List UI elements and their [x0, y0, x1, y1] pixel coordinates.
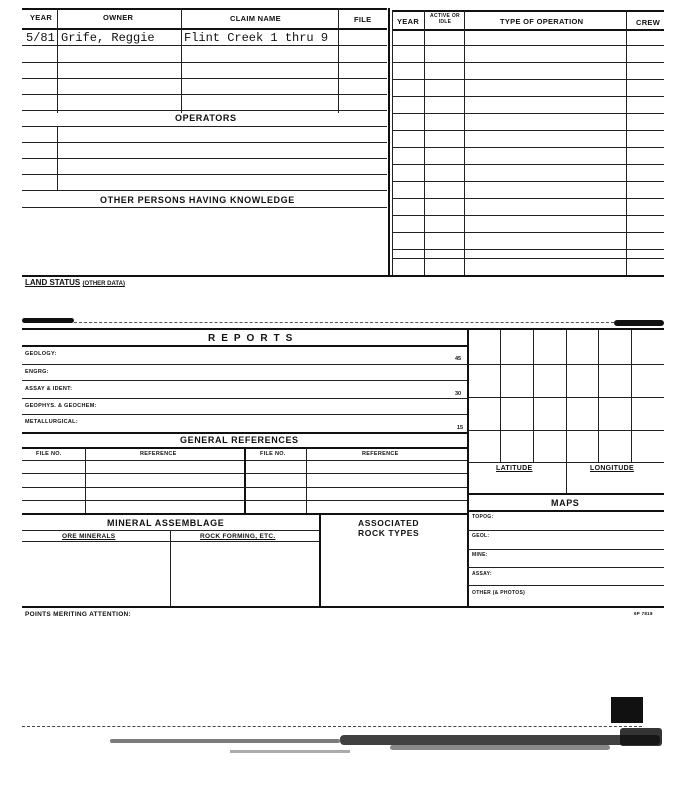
reports-title: REPORTS [208, 333, 299, 344]
mineral-assemblage-title: MINERAL ASSEMBLAGE [107, 518, 225, 528]
ore-minerals-label: ORE MINERALS [62, 533, 116, 540]
maps-other: OTHER (& PHOTOS) [472, 590, 526, 596]
reports-geology-num: 45 [455, 356, 462, 362]
header-owner: OWNER [103, 13, 134, 22]
other-persons-label: OTHER PERSONS HAVING KNOWLEDGE [100, 195, 295, 205]
scan-mark-right [614, 320, 664, 326]
entry-owner: Grife, Reggie [61, 31, 155, 45]
scan-mark-left [22, 318, 74, 323]
reports-engrg: ENGRG: [25, 369, 49, 375]
entry-year: 5/81 [26, 31, 55, 45]
gen-ref-file-no-2: FILE NO. [260, 451, 286, 457]
land-status-sublabel: (OTHER DATA) [82, 281, 125, 287]
header-year: YEAR [30, 13, 53, 22]
operators-label: OPERATORS [175, 113, 237, 123]
rock-forming-label: ROCK FORMING, ETC. [200, 533, 276, 540]
gen-ref-file-no-1: FILE NO. [36, 451, 62, 457]
land-status [25, 278, 125, 287]
associated-rock-types-2: ROCK TYPES [358, 528, 420, 538]
reports-assay: ASSAY & IDENT: [25, 386, 73, 392]
header-crew: CREW [636, 18, 661, 27]
gen-ref-reference-2: REFERENCE [362, 451, 399, 457]
gen-ref-reference-1: REFERENCE [140, 451, 177, 457]
header-type-of-operation: TYPE OF OPERATION [500, 17, 584, 26]
reports-assay-num: 30 [455, 391, 462, 397]
reports-metallurgical: METALLURGICAL: [25, 419, 78, 425]
form-code: 6P 7818 [634, 611, 653, 616]
associated-rock-types-1: ASSOCIATED [358, 518, 420, 528]
land-status-label: LAND STATUS [25, 278, 81, 287]
maps-topog: TOPOG: [472, 514, 494, 520]
header-claim-name: CLAIM NAME [230, 14, 281, 23]
reports-geophys: GEOPHYS. & GEOCHEM: [25, 403, 97, 409]
maps-assay: ASSAY: [472, 571, 492, 577]
maps-title: MAPS [551, 498, 580, 508]
points-meriting-attention: POINTS MERITING ATTENTION: [25, 611, 132, 618]
general-references-title: GENERAL REFERENCES [180, 435, 299, 445]
reports-metallurgical-num: 15 [457, 425, 464, 431]
maps-geol: GEOL: [472, 533, 490, 539]
maps-mine: MINE: [472, 552, 488, 558]
header-file: FILE [354, 15, 372, 24]
entry-claim-name: Flint Creek 1 thru 9 [184, 31, 329, 45]
reports-geology: GEOLOGY: [25, 351, 57, 357]
longitude-label: LONGITUDE [590, 465, 634, 472]
header-year-right: YEAR [397, 17, 420, 26]
latitude-label: LATITUDE [496, 465, 533, 472]
header-active-or-idle: ACTIVE OR IDLE [430, 13, 460, 25]
